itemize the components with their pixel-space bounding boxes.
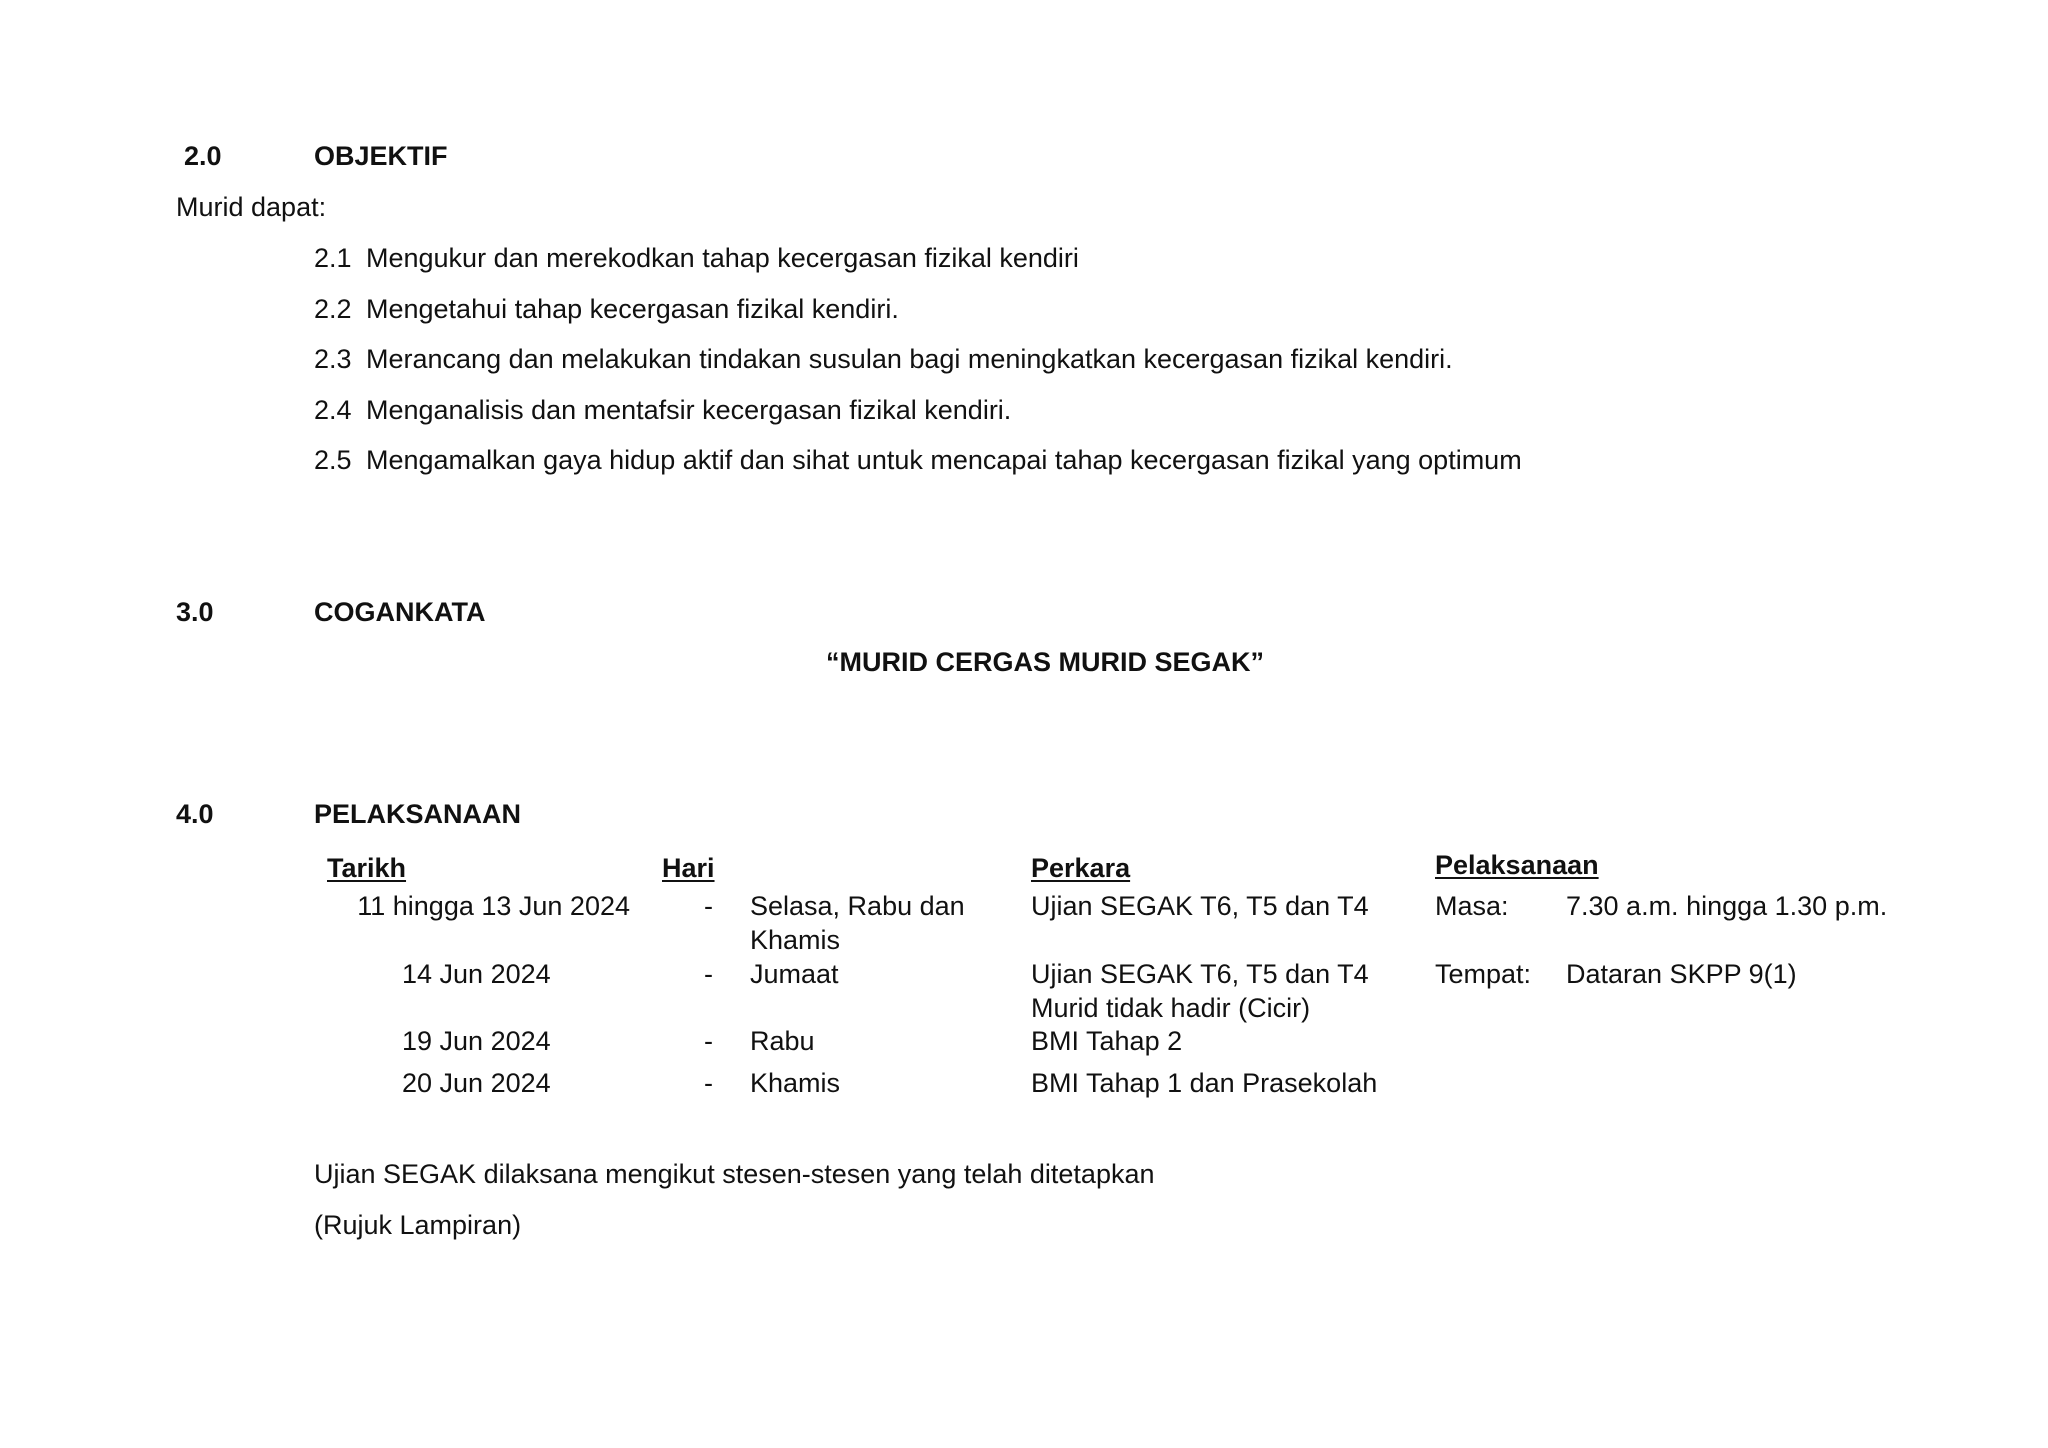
table-cell-tarikh: 11 hingga 13 Jun 2024 [357,891,630,921]
table-cell-perkara: Ujian SEGAK T6, T5 dan T4 [1031,891,1369,921]
table-cell-dash: - [704,959,713,989]
table-cell-dash: - [704,891,713,921]
objective-item-text: Menganalisis dan mentafsir kecergasan fizikal kendiri. [366,395,1012,425]
detail-label-tempat: Tempat: [1435,959,1532,989]
section-title-cogankata: COGANKATA [314,597,486,627]
column-header-tarikh: Tarikh [327,853,407,883]
objective-item-text: Mengamalkan gaya hidup aktif dan sihat untuk mencapai tahap kecergasan fizikal yang optimum [366,445,1522,475]
section-title-objektif: OBJEKTIF [314,141,448,171]
table-cell-hari: Selasa, Rabu dan [750,891,965,921]
section-number-cogankata: 3.0 [176,597,214,627]
section-number-objektif: 2.0 [184,141,222,171]
table-cell-tarikh: 20 Jun 2024 [402,1068,551,1098]
section-title-pelaksanaan: PELAKSANAAN [314,799,522,829]
table-cell-dash: - [704,1068,713,1098]
column-header-hari: Hari [662,853,715,883]
table-cell-hari: Khamis [750,1068,841,1098]
note-text: Ujian SEGAK dilaksana mengikut stesen-stesen yang telah ditetapkan [314,1159,1155,1189]
objective-item-text: Mengukur dan merekodkan tahap kecergasan fizikal kendiri [366,243,1079,273]
table-cell-hari-continued: Khamis [750,925,841,955]
objective-item-number: 2.4 [314,395,352,425]
table-cell-perkara: BMI Tahap 1 dan Prasekolah [1031,1068,1378,1098]
table-cell-perkara-continued: Murid tidak hadir (Cicir) [1031,993,1311,1023]
section-number-pelaksanaan: 4.0 [176,799,214,829]
table-cell-tarikh: 14 Jun 2024 [402,959,551,989]
note-reference: (Rujuk Lampiran) [314,1210,522,1240]
table-cell-perkara: BMI Tahap 2 [1031,1026,1183,1056]
table-cell-perkara: Ujian SEGAK T6, T5 dan T4 [1031,959,1369,989]
detail-value-tempat: Dataran SKPP 9(1) [1566,959,1797,989]
detail-label-masa: Masa: [1435,891,1509,921]
objective-item-number: 2.3 [314,344,352,374]
objective-item-text: Mengetahui tahap kecergasan fizikal kendiri. [366,294,899,324]
slogan: “MURID CERGAS MURID SEGAK” [825,647,1264,677]
objective-item-text: Merancang dan melakukan tindakan susulan bagi meningkatkan kecergasan fizikal kendiri. [366,344,1453,374]
column-header-perkara: Perkara [1031,853,1131,883]
column-header-pelaksanaan: Pelaksanaan [1435,850,1599,880]
table-cell-dash: - [704,1026,713,1056]
table-cell-hari: Jumaat [750,959,839,989]
objective-item-number: 2.5 [314,445,352,475]
table-cell-tarikh: 19 Jun 2024 [402,1026,551,1056]
detail-value-masa: 7.30 a.m. hingga 1.30 p.m. [1566,891,1888,921]
table-cell-hari: Rabu [750,1026,815,1056]
objective-item-number: 2.1 [314,243,352,273]
objektif-intro: Murid dapat: [176,192,327,222]
objective-item-number: 2.2 [314,294,352,324]
